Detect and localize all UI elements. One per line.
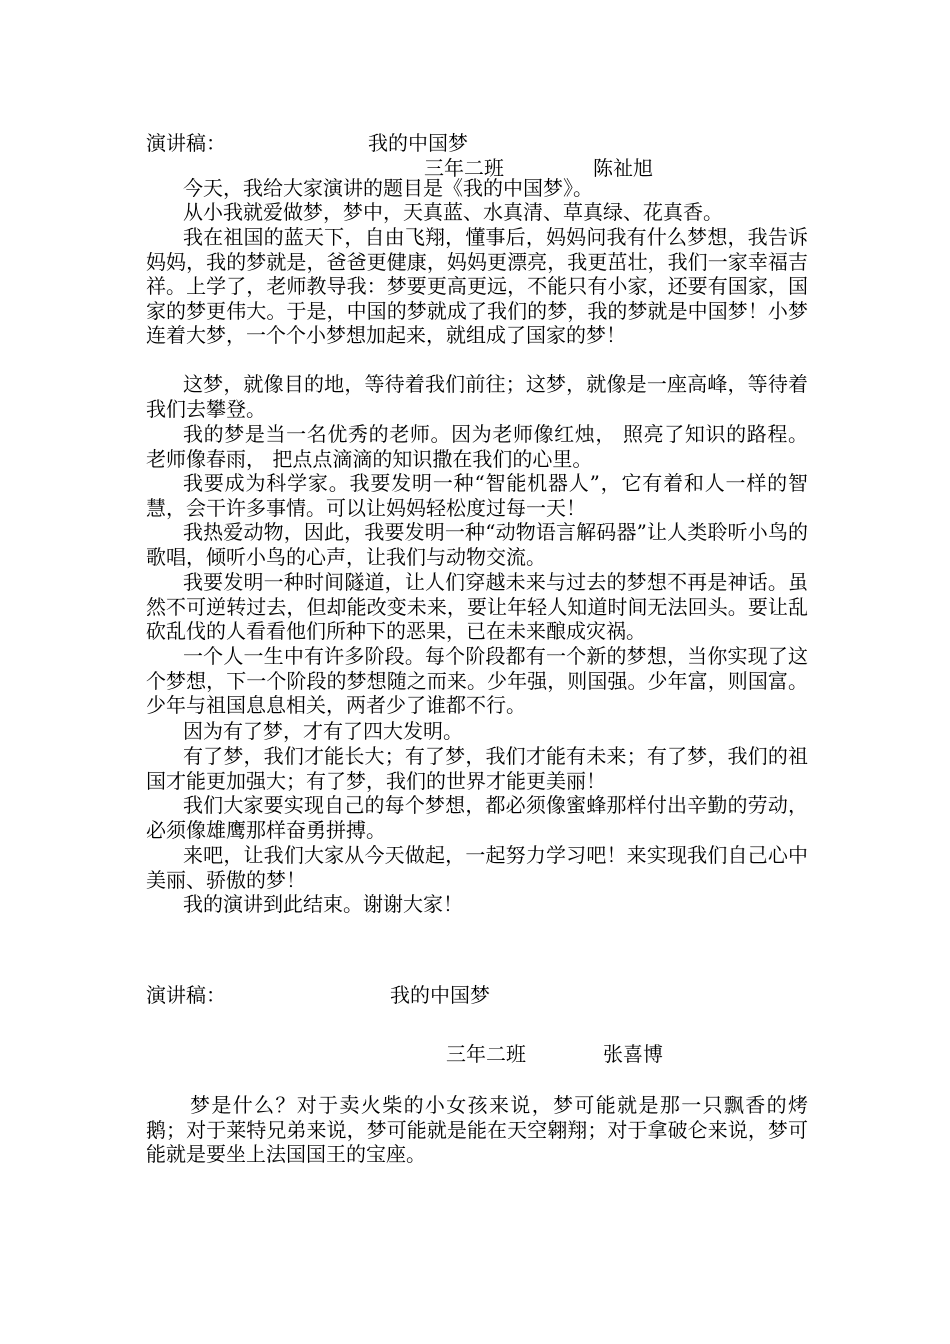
paragraph: 我热爱动物，因此，我要发明一种“动物语言解码器”让人类聆听小鸟的歌唱，倾听小鸟的心声，让我们与动物交流。	[146, 520, 808, 569]
paragraph: 我要发明一种时间隧道，让人们穿越未来与过去的梦想不再是神话。虽然不可逆转过去，但却能改变未来，要让年轻人知道时间无法回头。要让乱砍乱伐的人看看他们所种下的恶果，已在未来酿成灾祸。	[146, 570, 808, 643]
paragraph: 有了梦，我们才能长大；有了梦，我们才能有未来；有了梦，我们的祖国才能更加强大；有了梦，我们的世界才能更美丽！	[146, 744, 808, 793]
speech2-class: 三年二班	[446, 1042, 526, 1066]
speech2-title: 我的中国梦	[390, 983, 490, 1007]
paragraph: 因为有了梦，才有了四大发明。	[183, 719, 463, 743]
paragraph: 一个人一生中有许多阶段。每个阶段都有一个新的梦想，当你实现了这个梦想，下一个阶段的梦想随之而来。少年强，则国强。少年富，则国富。少年与祖国息息相关，两者少了谁都不行。	[146, 644, 808, 717]
paragraph: 来吧，让我们大家从今天做起，一起努力学习吧！来实现我们自己心中美丽、骄傲的梦！	[146, 843, 808, 892]
paragraph: 我的演讲到此结束。谢谢大家！	[183, 892, 463, 916]
paragraph: 我在祖国的蓝天下，自由飞翔，懂事后，妈妈问我有什么梦想，我告诉妈妈，我的梦就是，爸爸更健康，妈妈更漂亮，我更茁壮，我们一家幸福吉祥。上学了，老师教导我：梦要更高更远，不能只有小家，还要有国家，国家的梦更伟大。于是，中国的梦就成了我们的梦，我的梦就是中国梦！小梦连着大梦，一个个小梦想加起来，就组成了国家的梦！	[146, 225, 808, 347]
speech1-title: 我的中国梦	[368, 131, 468, 155]
paragraph: 我的梦是当一名优秀的老师。因为老师像红烛， 照亮了知识的路程。老师像春雨， 把点点滴滴的知识撒在我们的心里。	[146, 422, 808, 471]
paragraph: 今天，我给大家演讲的题目是《我的中国梦》。	[183, 176, 593, 200]
speech2-author: 张喜博	[603, 1042, 663, 1066]
speech2-label: 演讲稿：	[146, 983, 226, 1007]
paragraph: 我要成为科学家。我要发明一种“智能机器人”，它有着和人一样的智慧，会干许多事情。可以让妈妈轻松度过每一天！	[146, 471, 808, 520]
paragraph: 这梦，就像目的地，等待着我们前往；这梦，就像是一座高峰，等待着我们去攀登。	[146, 372, 808, 421]
paragraph: 从小我就爱做梦，梦中，天真蓝、水真清、草真绿、花真香。	[183, 200, 723, 224]
speech1-class: 三年二班	[424, 156, 504, 180]
speech1-author: 陈祉旭	[593, 156, 653, 180]
paragraph: 我们大家要实现自己的每个梦想，都必须像蜜蜂那样付出辛勤的劳动，必须像雄鹰那样奋勇拼搏。	[146, 793, 808, 842]
paragraph: 梦是什么？对于卖火柴的小女孩来说，梦可能就是那一只飘香的烤鹅；对于莱特兄弟来说，梦可能就是能在天空翱翔；对于拿破仑来说，梦可能就是要坐上法国国王的宝座。	[146, 1093, 808, 1166]
speech1-label: 演讲稿：	[146, 131, 226, 155]
